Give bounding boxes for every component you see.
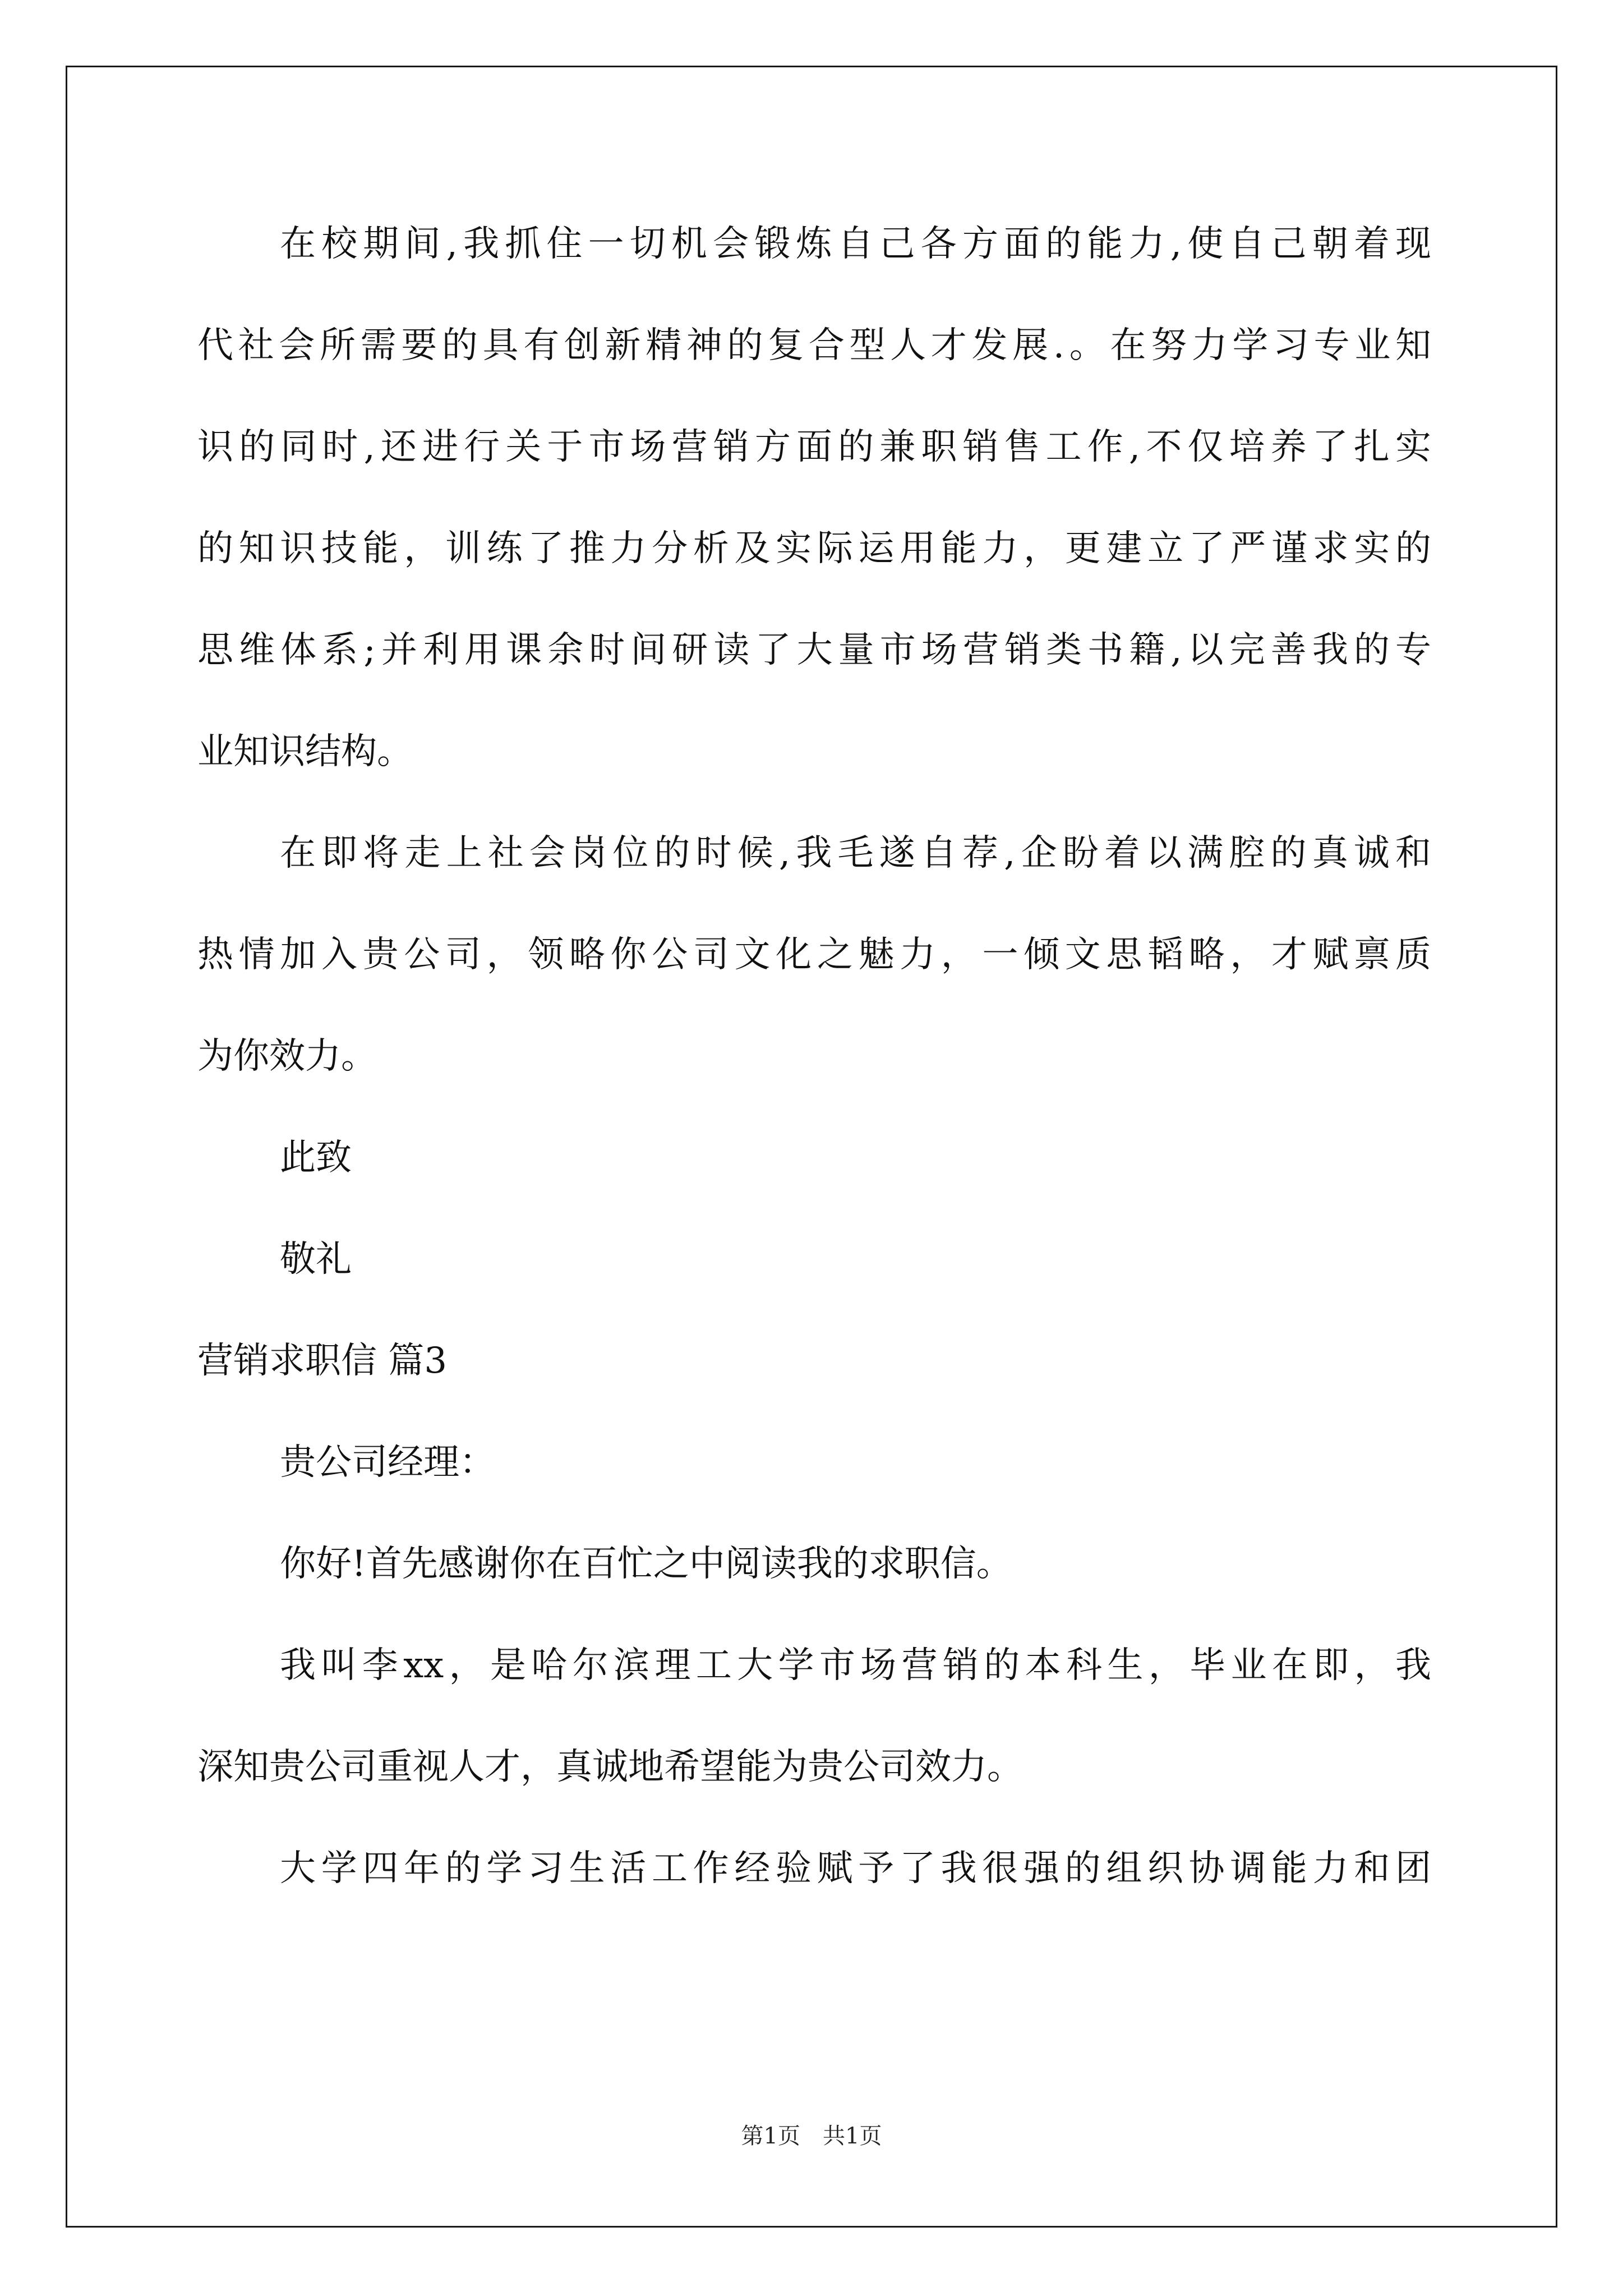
- closing-line: 敬礼: [280, 1239, 352, 1280]
- text-line: 在校期间,我抓住一切机会锻炼自己各方面的能力,使自己朝着现: [280, 223, 1431, 265]
- text-line: 思维体系;并利用课余时间研读了大量市场营销类书籍,以完善我的专: [197, 629, 1431, 671]
- text-line: 深知贵公司重视人才，真诚地希望能为贵公司效力。: [197, 1746, 1023, 1788]
- page-number-footer: 第1页 共1页: [741, 2123, 882, 2149]
- text-line: 代社会所需要的具有创新精神的复合型人才发展.。在努力学习专业知: [197, 325, 1431, 366]
- text-line: 在即将走上社会岗位的时候,我毛遂自荐,企盼着以满腔的真诚和: [280, 832, 1431, 874]
- text-line: 的知识技能，训练了推力分析及实际运用能力，更建立了严谨求实的: [197, 528, 1431, 569]
- text-line: 识的同时,还进行关于市场营销方面的兼职销售工作,不仅培养了扎实: [197, 426, 1431, 468]
- text-line: 热情加入贵公司，领略你公司文化之魅力，一倾文思韬略，才赋禀质: [197, 934, 1431, 976]
- salutation: 贵公司经理：: [280, 1442, 495, 1483]
- text-line: 业知识结构。: [197, 731, 413, 772]
- text-line: 为你效力。: [197, 1036, 377, 1077]
- text-line: 我叫李xx，是哈尔滨理工大学市场营销的本科生，毕业在即，我: [280, 1645, 1431, 1686]
- section-heading: 营销求职信 篇3: [197, 1340, 448, 1382]
- greeting-line: 你好!首先感谢你在百忙之中阅读我的求职信。: [280, 1543, 1012, 1585]
- text-line: 大学四年的学习生活工作经验赋予了我很强的组织协调能力和团: [280, 1848, 1431, 1889]
- closing-line: 此致: [280, 1137, 352, 1179]
